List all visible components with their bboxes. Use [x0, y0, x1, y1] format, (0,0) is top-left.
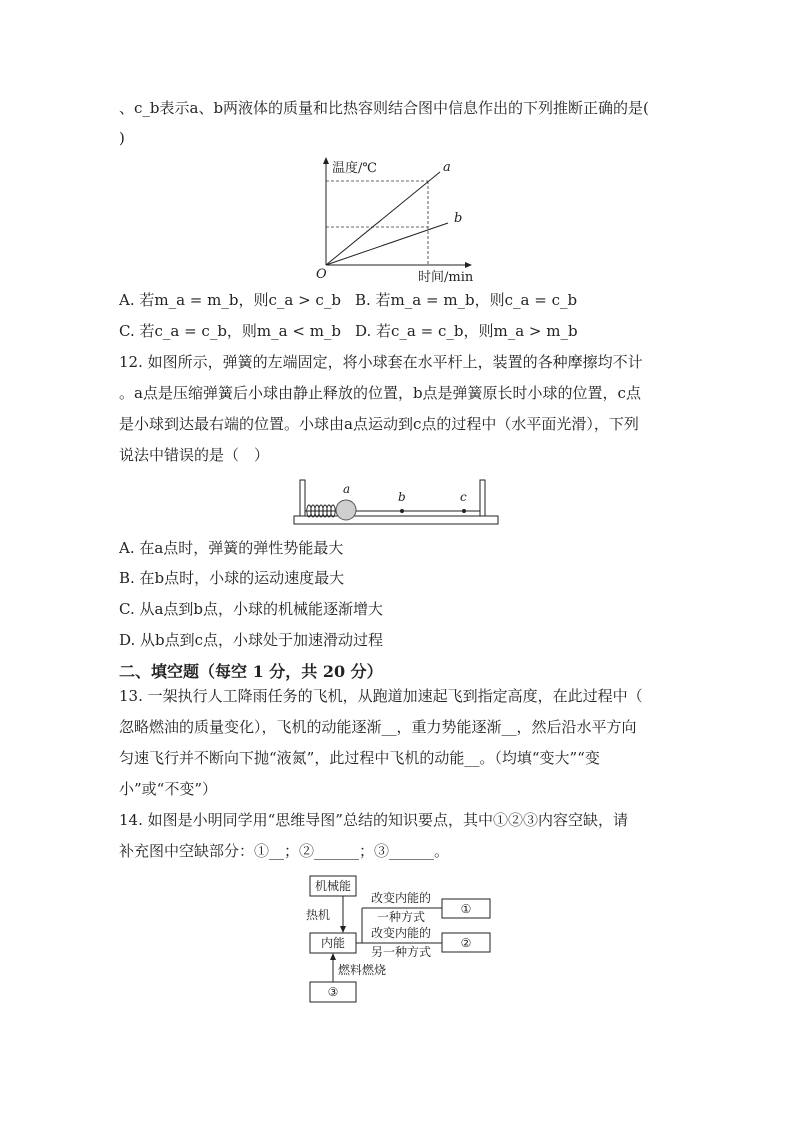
left-post [300, 480, 305, 516]
arrow-down-icon [340, 926, 346, 933]
q13-stem-line1: 13. 一架执行人工降雨任务的飞机，从跑道加速起飞到指定高度，在此过程中（ [119, 687, 643, 705]
q14-stem-line2: 补充图中空缺部分：①__；②______；③______。 [119, 842, 450, 860]
point-b [400, 509, 404, 513]
q12-stem-line3: 是小球到达最右端的位置。小球由a点运动到c点的过程中（水平面光滑），下列 [119, 415, 639, 433]
q12-stem-line1: 12. 如图所示，弹簧的左端固定，将小球套在水平杆上，装置的各种摩擦均不计 [119, 353, 643, 371]
y-axis-label: 温度/℃ [332, 161, 377, 176]
way1-label-line1: 改变内能的 [370, 891, 432, 905]
x-axis-label: 时间/min [418, 269, 474, 285]
fuel-burning-label: 燃料燃烧 [338, 963, 387, 977]
q11-stem-line1: 、c_b表示a、b两液体的质量和比热容则结合图中信息作出的下列推断正确的是( [119, 99, 649, 117]
x-axis-arrow [465, 262, 472, 268]
line-b-label: b [454, 211, 463, 226]
q11-stem-line2: ) [119, 129, 125, 147]
q12-option-d: D. 从b点到c点，小球处于加速滑动过程 [119, 631, 384, 649]
label-b: b [398, 490, 406, 504]
way2-label-line1: 改变内能的 [370, 926, 432, 940]
line-a-label: a [443, 160, 451, 175]
q13-stem-line2: 忽略燃油的质量变化），飞机的动能逐渐__，重力势能逐渐__，然后沿水平方向 [119, 718, 637, 736]
label-a: a [343, 482, 351, 496]
q11-option-b: B. 若m_a = m_b，则c_a = c_b [355, 291, 578, 309]
heat-engine-label: 热机 [305, 908, 331, 922]
q11-option-a: A. 若m_a = m_b，则c_a > c_b [119, 291, 341, 309]
way1-label-line2: 一种方式 [376, 910, 426, 924]
q13-stem-line3: 匀速飞行并不断向下抛“液氮”，此过程中飞机的动能__。（均填“变大”“变 [119, 749, 600, 767]
q11-option-c: C. 若c_a = c_b，则m_a < m_b [119, 322, 342, 340]
q13-stem-line4: 小”或“不变”） [119, 780, 218, 798]
q12-option-a: A. 在a点时，弹簧的弹性势能最大 [119, 539, 344, 557]
mech-energy-label: 机械能 [314, 879, 352, 893]
line-b [326, 223, 448, 265]
blank-box-3-label: ③ [327, 985, 339, 999]
way2-label-line2: 另一种方式 [370, 945, 432, 959]
section-heading-fill-in: 二、填空题（每空 1 分，共 20 分） [119, 662, 383, 681]
q11-option-d: D. 若c_a = c_b，则m_a > m_b [355, 322, 578, 340]
q12-stem-line4: 说法中错误的是（ ） [119, 446, 270, 464]
q12-stem-line2: 。a点是压缩弹簧后小球由静止释放的位置，b点是弹簧原长时小球的位置，c点 [119, 384, 641, 402]
q12-spring-ball-figure [292, 476, 502, 528]
line-a [326, 172, 440, 265]
q12-option-b: B. 在b点时，小球的运动速度最大 [119, 569, 345, 587]
q11-temperature-time-graph [300, 155, 500, 285]
right-post [480, 480, 485, 516]
ball [336, 500, 356, 520]
q12-option-c: C. 从a点到b点，小球的机械能逐渐增大 [119, 600, 384, 618]
blank-box-2-label: ② [460, 936, 472, 950]
origin-label: O [316, 266, 327, 282]
arrow-up-icon [330, 953, 336, 960]
point-c [462, 509, 466, 513]
label-c: c [460, 490, 467, 504]
y-axis-arrow [323, 157, 329, 164]
q14-mind-map [298, 872, 498, 1007]
internal-energy-label: 内能 [320, 936, 346, 950]
q14-stem-line1: 14. 如图是小明同学用“思维导图”总结的知识要点，其中①②③内容空缺，请 [119, 811, 628, 829]
blank-box-1-label: ① [460, 902, 472, 916]
